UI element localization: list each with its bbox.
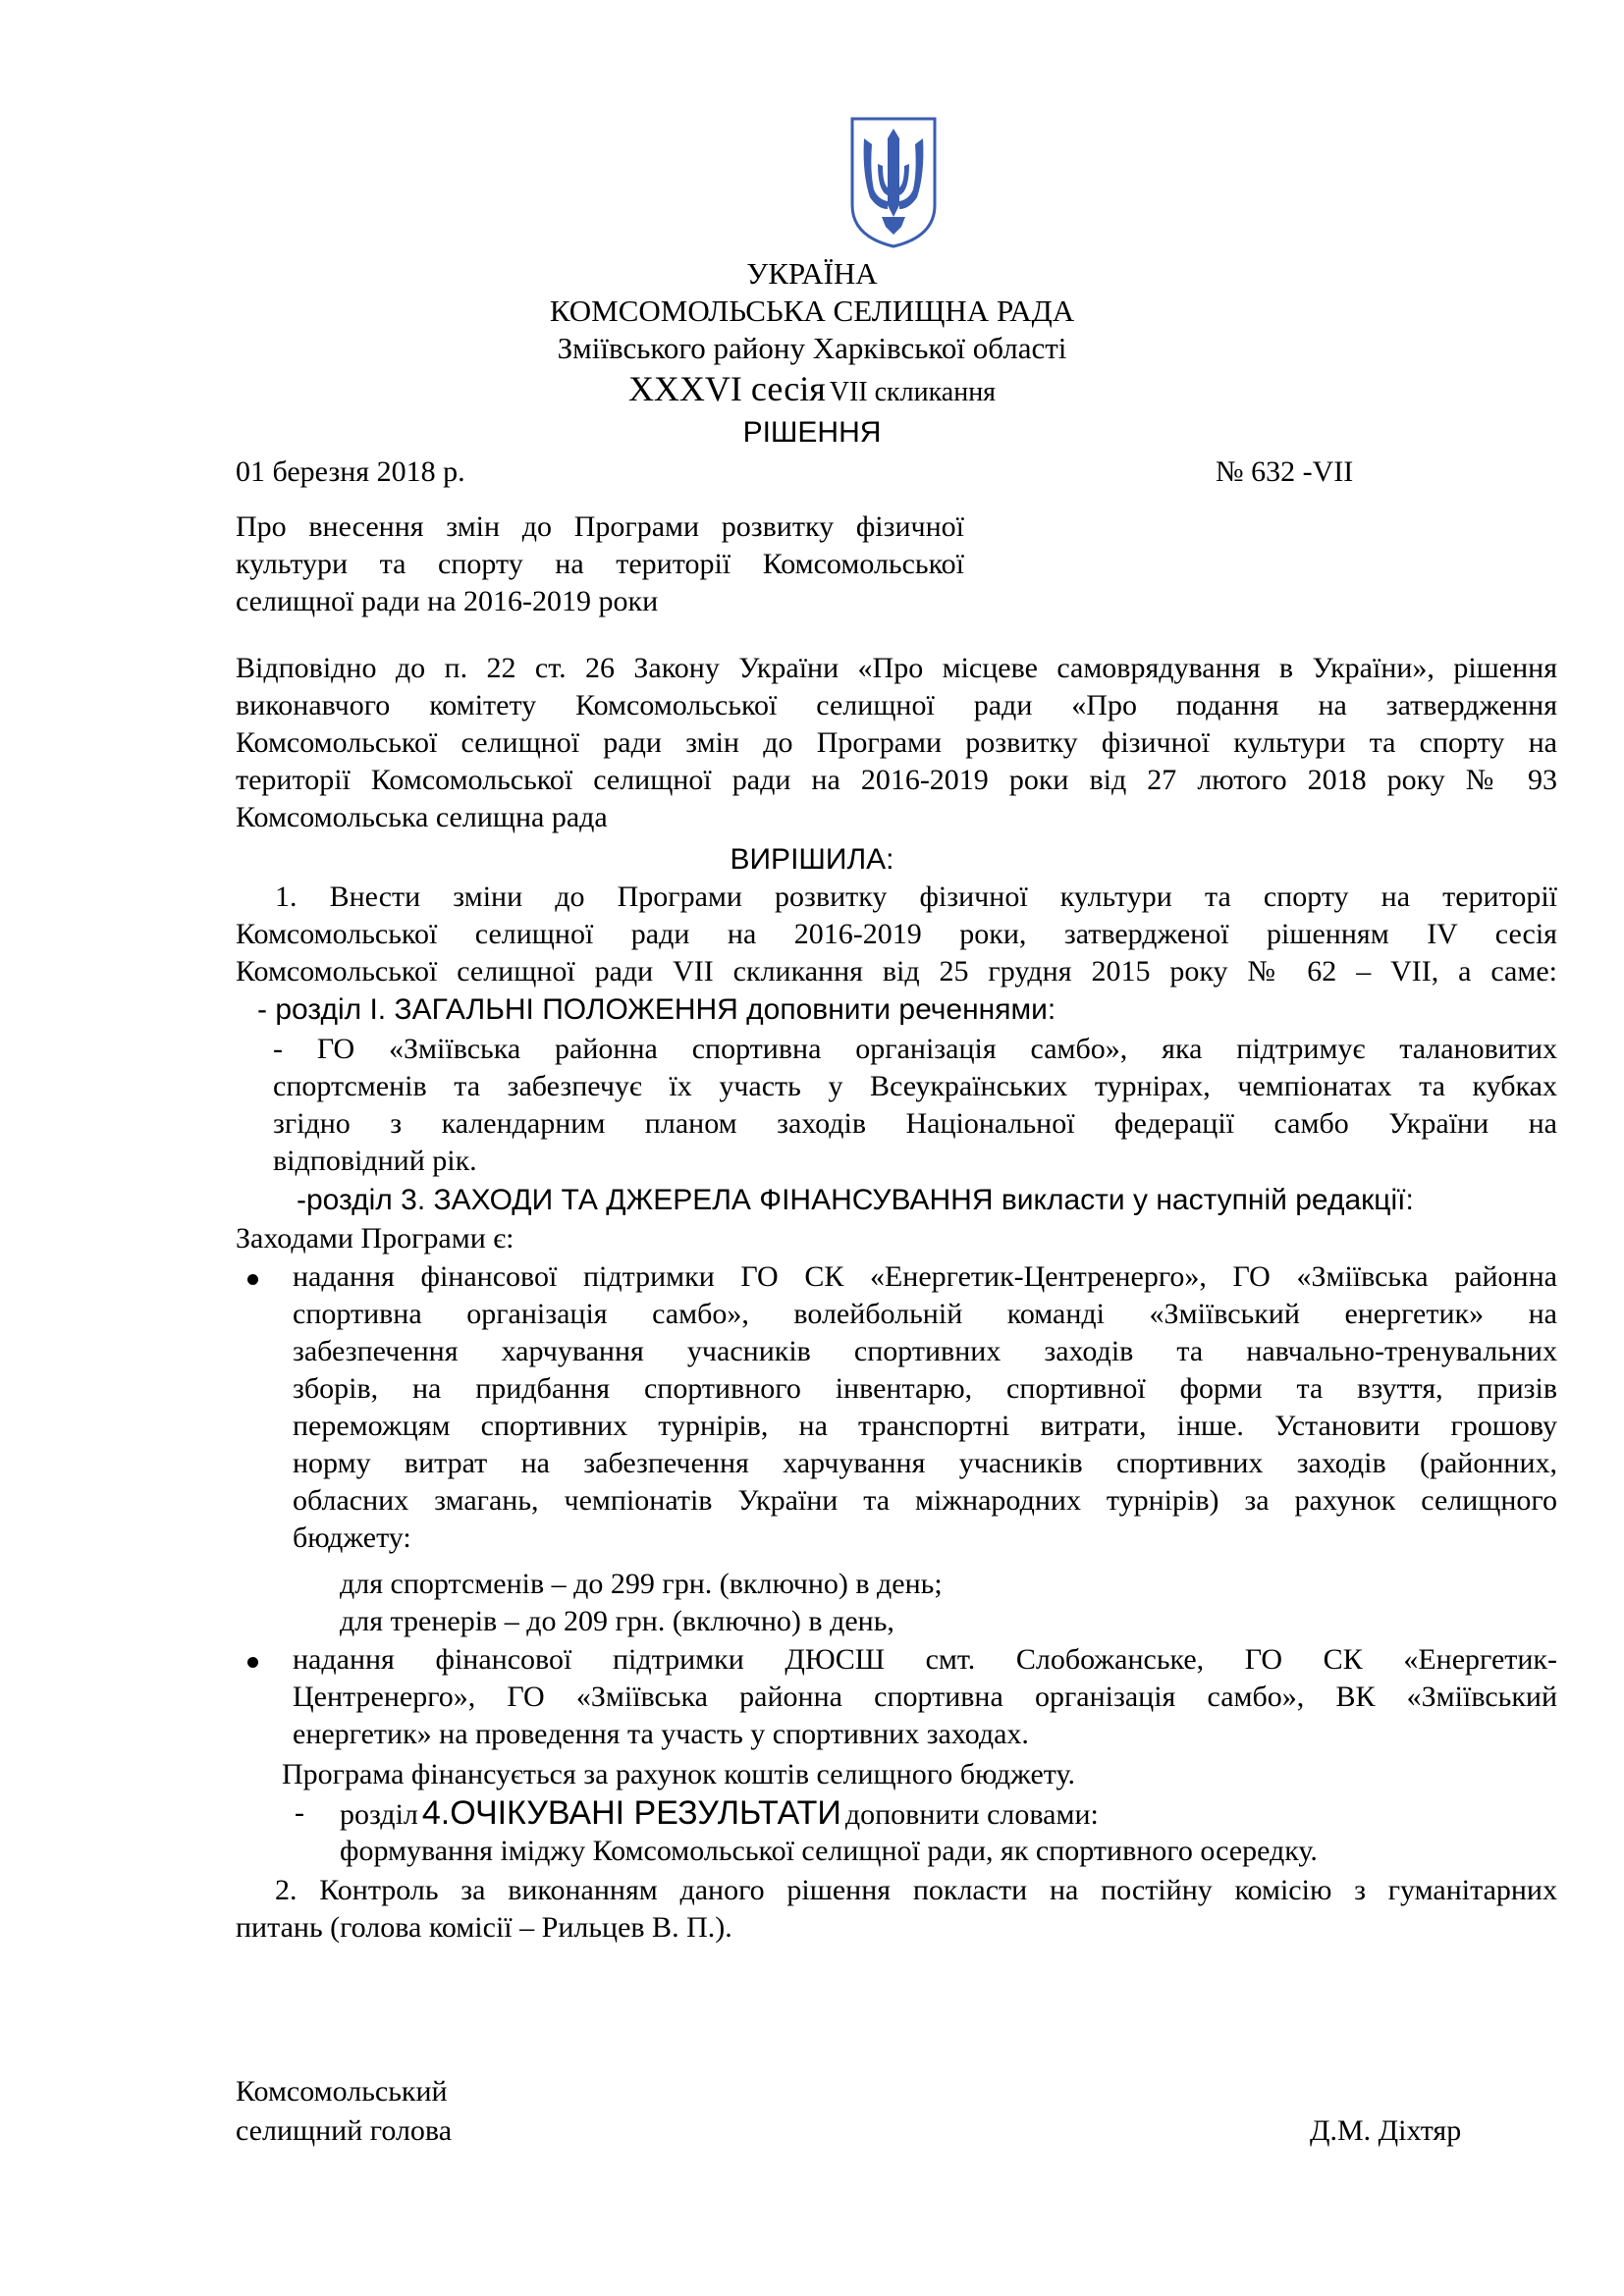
decided-heading: ВИРІШИЛА:: [730, 843, 894, 876]
subject-line: селищної ради на 2016-2019 роки: [236, 585, 659, 617]
measure-1-line: надання фінансової підтримки ГО СК «Енергетик-Центренерго», ГО «Зміївська районна: [293, 1260, 1557, 1293]
convocation: VII скликання: [829, 377, 997, 407]
section-1-text: [273, 1031, 1557, 1180]
measure-1-line: бюджету:: [293, 1522, 411, 1554]
measure-1-line: спортивна організація самбо», волейбольній команді «Зміївський енергетик» на: [293, 1298, 1557, 1330]
section-1-intro: - розділ I. ЗАГАЛЬНІ ПОЛОЖЕННЯ доповнити реченнями:: [257, 993, 1056, 1026]
preamble: [236, 650, 1557, 836]
item-2: [236, 1872, 1557, 1947]
section-4-intro: розділ 4.ОЧІКУВАНІ РЕЗУЛЬТАТИ доповнити словами:: [340, 1794, 1099, 1832]
signatory-title: Комсомольський: [236, 2075, 448, 2108]
country-name: УКРАЇНА: [746, 256, 878, 291]
item-2-line: 2. Контроль за виконанням даного рішення покласти на постійну комісію з гуманітарних: [275, 1874, 1557, 1906]
norm-athletes: для спортсменів – до 299 грн. (включно) в день;: [340, 1568, 943, 1600]
trident-emblem-icon: [848, 115, 939, 250]
item-2-line: питань (голова комісії – Рильцев В. П.).: [236, 1911, 732, 1944]
measure-2-line: надання фінансової підтримки ДЮСШ смт. Слобожанське, ГО СК «Енергетик-: [293, 1643, 1557, 1676]
bullet-icon: [247, 1657, 258, 1668]
session-line: [0, 367, 1624, 418]
signatory-name: Д.М. Діхтяр: [1310, 2114, 1462, 2147]
section-4-text: формування іміджу Комсомольської селищної ради, як спортивного осередку.: [340, 1835, 1318, 1867]
measure-1-line: переможцям спортивних турнірів, на транспортні витрати, інше. Установити грошову: [293, 1410, 1557, 1442]
preamble-line: території Комсомольської селищної ради на 2016-2019 роки від 27 лютого 2018 року № 93: [236, 764, 1557, 796]
measure-1-line: обласних змагань, чемпіонатів України та міжнародних турнірів) за рахунок селищного: [293, 1484, 1557, 1517]
section-3-intro: -розділ 3. ЗАХОДИ ТА ДЖЕРЕЛА ФІНАНСУВАННЯ викласти у наступній редакції:: [297, 1184, 1414, 1216]
signatory-title: селищний голова: [236, 2114, 453, 2147]
measure-1-line: забезпечення харчування учасників спортивних заходів та навчально-тренувальних: [293, 1335, 1557, 1367]
section-1-line: - ГО «Зміївська районна спортивна організація самбо», яка підтримує талановитих: [273, 1033, 1557, 1065]
preamble-line: Відповідно до п. 22 ст. 26 Закону України «Про місцеве самоврядування в України», рішення: [236, 652, 1557, 684]
section-1-line: відповідний рік.: [273, 1145, 477, 1177]
preamble-line: Комсомольської селищної ради змін до Програми розвитку фізичної культури та спорту на: [236, 726, 1557, 759]
preamble-line: виконавчого комітету Комсомольської селищної ради «Про подання на затвердження: [236, 689, 1557, 721]
item-1-line: Комсомольської селищної ради VII скликання від 25 грудня 2015 року № 62 – VII, а саме:: [236, 955, 1557, 988]
measure-2-line: енергетик» на проведення та участь у спортивних заходах.: [293, 1718, 1029, 1750]
norm-coaches: для тренерів – до 209 грн. (включно) в день,: [340, 1605, 894, 1637]
session-number: XXXVI сесія: [627, 369, 826, 408]
measure-2: [293, 1641, 1557, 1753]
subject-line: Про внесення змін до Програми розвитку фізичної: [236, 510, 964, 543]
section-1-line: згідно з календарним планом заходів Національної федерації самбо України на: [273, 1107, 1557, 1140]
section-1-line: спортсменів та забезпечує їх участь у Всеукраїнських турнірах, чемпіонатах та кубках: [273, 1070, 1557, 1102]
measure-1-line: норму витрат на забезпечення харчування учасників спортивних заходів (районних,: [293, 1447, 1557, 1479]
measure-1: [293, 1258, 1557, 1557]
item-1-line: Комсомольської селищної ради на 2016-2019 роки, затвердженої рішенням IV сесія: [236, 918, 1557, 950]
section-4-dash: -: [295, 1796, 304, 1829]
decision-number: № 632 -VII: [1216, 455, 1354, 488]
item-1: [236, 879, 1557, 990]
funding-source: Програма фінансується за рахунок коштів селищного бюджету.: [282, 1758, 1076, 1790]
subject-line: культури та спорту на території Комсомольської: [236, 548, 964, 580]
document-type: РІШЕННЯ: [742, 416, 882, 449]
item-1-line: 1. Внести зміни до Програми розвитку фізичної культури та спорту на території: [275, 881, 1557, 913]
measures-label: Заходами Програми є:: [236, 1222, 514, 1255]
decision-date: 01 березня 2018 р.: [236, 455, 465, 488]
district-name: Зміївського району Харківської області: [557, 331, 1067, 365]
preamble-line: Комсомольська селищна рада: [236, 801, 608, 833]
measure-2-line: Центренерго», ГО «Зміївська районна спортивна організація самбо», ВК «Зміївський: [293, 1681, 1557, 1713]
bullet-icon: [247, 1274, 258, 1285]
measure-1-line: зборів, на придбання спортивного інвентарю, спортивної форми та взуття, призів: [293, 1372, 1557, 1405]
decision-subject: [236, 508, 964, 620]
council-name: КОМСОМОЛЬСЬКА СЕЛИЩНА РАДА: [549, 294, 1075, 328]
section-4-title: 4.ОЧІКУВАНІ РЕЗУЛЬТАТИ: [421, 1794, 841, 1832]
